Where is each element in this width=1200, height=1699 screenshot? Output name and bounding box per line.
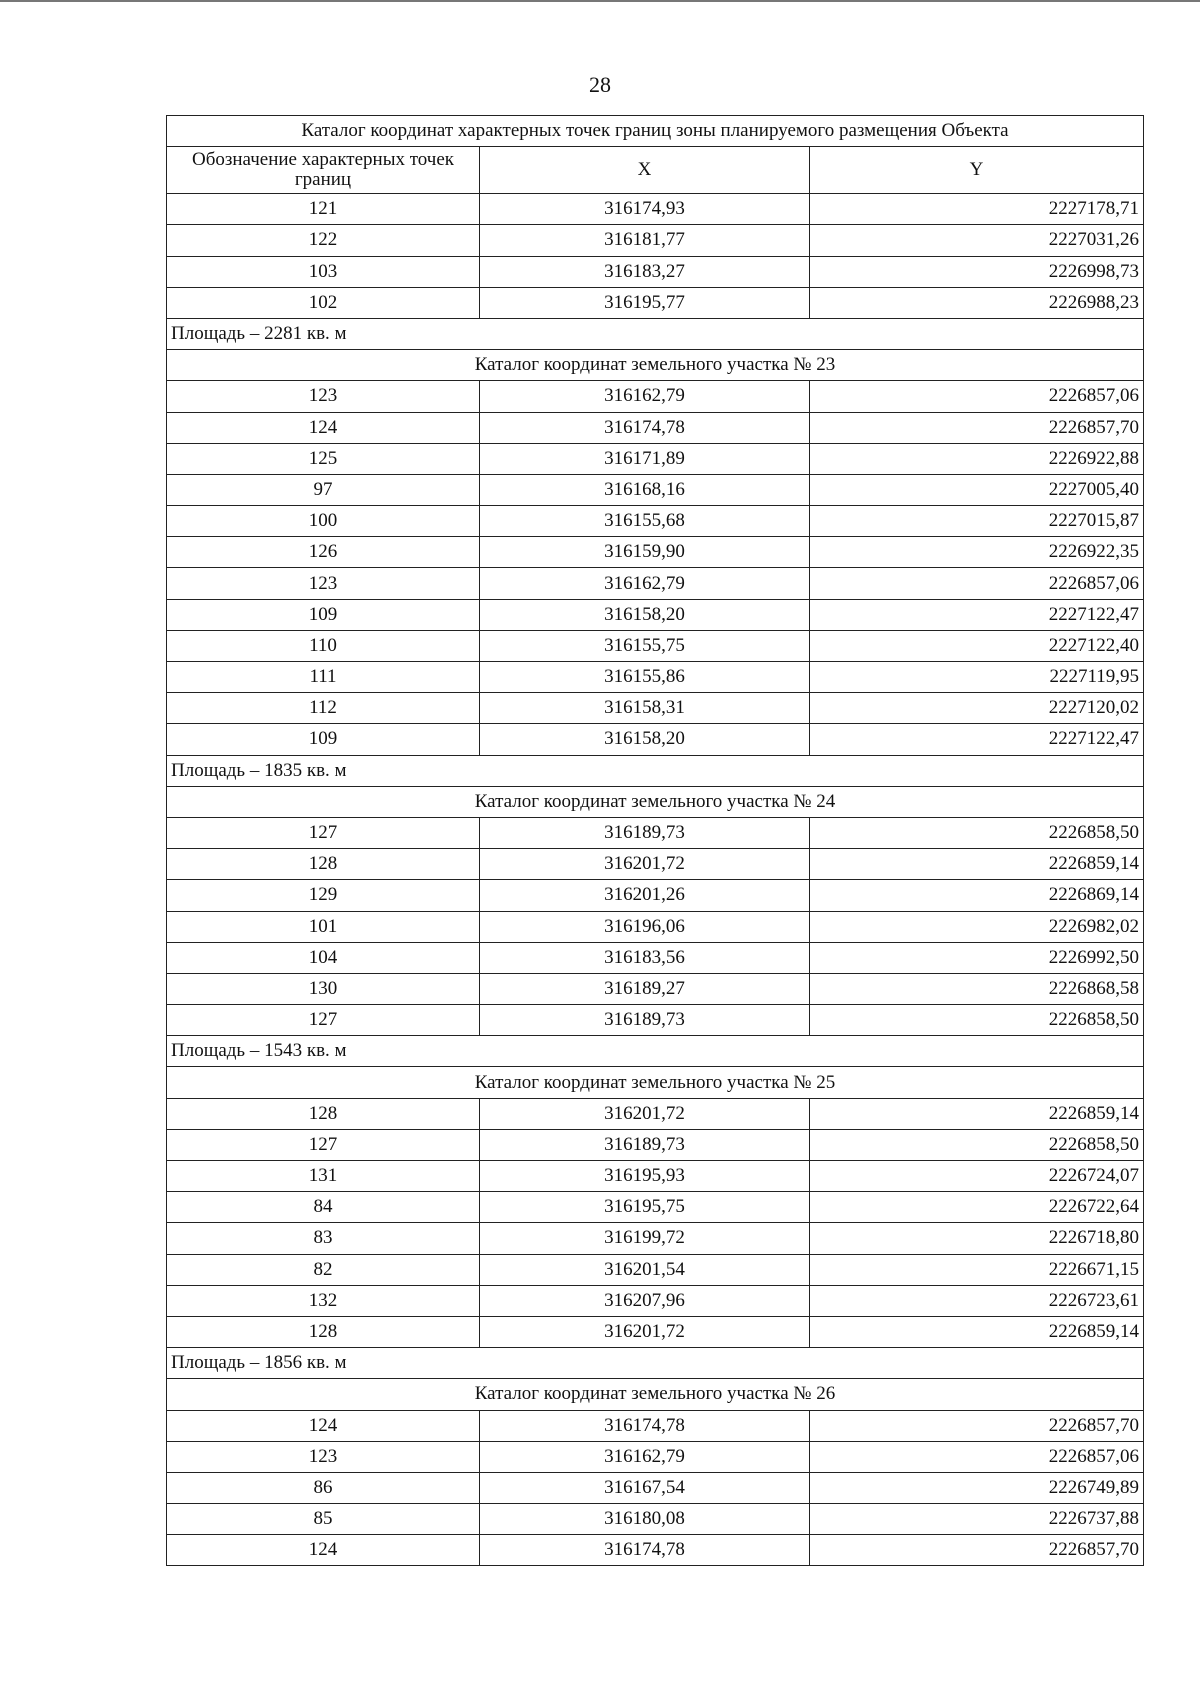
- y-coordinate-cell: 2227178,71: [810, 194, 1144, 225]
- y-coordinate-cell: 2226857,70: [810, 1410, 1144, 1441]
- point-id-cell: 123: [167, 1441, 480, 1472]
- x-coordinate-cell: 316162,79: [480, 1441, 810, 1472]
- table-row: [167, 973, 1144, 1004]
- y-coordinate-cell: 2226859,14: [810, 1316, 1144, 1347]
- section-heading-row: [167, 350, 1144, 381]
- table-row: [167, 911, 1144, 942]
- y-coordinate-cell: 2226749,89: [810, 1472, 1144, 1503]
- point-id-cell: 103: [167, 256, 480, 287]
- area-cell: Площадь – 1835 кв. м: [167, 755, 1144, 786]
- table-row: [167, 1316, 1144, 1347]
- x-coordinate-cell: 316199,72: [480, 1223, 810, 1254]
- y-coordinate-cell: 2226922,35: [810, 537, 1144, 568]
- column-header-row: [167, 147, 1144, 194]
- point-id-cell: 104: [167, 942, 480, 973]
- x-coordinate-cell: 316174,93: [480, 194, 810, 225]
- point-id-cell: 132: [167, 1285, 480, 1316]
- table-row: [167, 506, 1144, 537]
- y-coordinate-cell: 2227120,02: [810, 693, 1144, 724]
- y-coordinate-cell: 2226724,07: [810, 1161, 1144, 1192]
- y-coordinate-cell: 2226859,14: [810, 1098, 1144, 1129]
- area-row: [167, 1036, 1144, 1067]
- area-cell: Площадь – 2281 кв. м: [167, 318, 1144, 349]
- point-id-cell: 123: [167, 568, 480, 599]
- point-id-cell: 130: [167, 973, 480, 1004]
- section-heading: Каталог координат земельного участка № 26: [167, 1379, 1144, 1410]
- x-coordinate-cell: 316162,79: [480, 568, 810, 599]
- y-coordinate-cell: 2226922,88: [810, 443, 1144, 474]
- y-coordinate-cell: 2226988,23: [810, 287, 1144, 318]
- section-heading: Каталог координат характерных точек границ зоны планируемого размещения Объекта: [167, 116, 1144, 147]
- area-cell: Площадь – 1543 кв. м: [167, 1036, 1144, 1067]
- table-row: [167, 1441, 1144, 1472]
- section-heading: Каталог координат земельного участка № 24: [167, 786, 1144, 817]
- point-id-cell: 101: [167, 911, 480, 942]
- point-id-cell: 82: [167, 1254, 480, 1285]
- table-row: [167, 1161, 1144, 1192]
- y-coordinate-cell: 2226671,15: [810, 1254, 1144, 1285]
- section-heading-row: [167, 116, 1144, 147]
- x-coordinate-cell: 316195,75: [480, 1192, 810, 1223]
- catalog-body: [167, 116, 1144, 1566]
- x-coordinate-cell: 316162,79: [480, 381, 810, 412]
- point-id-cell: 85: [167, 1504, 480, 1535]
- table-row: [167, 1285, 1144, 1316]
- table-row: [167, 1192, 1144, 1223]
- area-row: [167, 1348, 1144, 1379]
- y-coordinate-cell: 2226857,70: [810, 1535, 1144, 1566]
- x-coordinate-cell: 316183,27: [480, 256, 810, 287]
- x-coordinate-cell: 316189,73: [480, 817, 810, 848]
- x-coordinate-cell: 316207,96: [480, 1285, 810, 1316]
- x-coordinate-cell: 316174,78: [480, 412, 810, 443]
- table-row: [167, 724, 1144, 755]
- point-id-cell: 127: [167, 1005, 480, 1036]
- y-coordinate-cell: 2227015,87: [810, 506, 1144, 537]
- x-coordinate-cell: 316167,54: [480, 1472, 810, 1503]
- point-id-cell: 125: [167, 443, 480, 474]
- table-row: [167, 1098, 1144, 1129]
- y-coordinate-cell: 2226858,50: [810, 1129, 1144, 1160]
- point-id-cell: 127: [167, 817, 480, 848]
- y-coordinate-cell: 2226992,50: [810, 942, 1144, 973]
- y-coordinate-cell: 2226868,58: [810, 973, 1144, 1004]
- point-id-cell: 122: [167, 225, 480, 256]
- point-id-cell: 129: [167, 880, 480, 911]
- section-heading-row: [167, 1067, 1144, 1098]
- x-coordinate-cell: 316155,75: [480, 630, 810, 661]
- y-coordinate-cell: 2226857,06: [810, 381, 1144, 412]
- point-id-cell: 100: [167, 506, 480, 537]
- y-coordinate-cell: 2226857,06: [810, 1441, 1144, 1472]
- y-coordinate-cell: 2226859,14: [810, 849, 1144, 880]
- y-coordinate-cell: 2226737,88: [810, 1504, 1144, 1535]
- table-row: [167, 537, 1144, 568]
- table-row: [167, 1535, 1144, 1566]
- section-heading-row: [167, 1379, 1144, 1410]
- table-row: [167, 194, 1144, 225]
- section-heading: Каталог координат земельного участка № 23: [167, 350, 1144, 381]
- y-coordinate-cell: 2227122,47: [810, 724, 1144, 755]
- x-coordinate-cell: 316158,31: [480, 693, 810, 724]
- point-id-cell: 124: [167, 1535, 480, 1566]
- y-coordinate-cell: 2226857,06: [810, 568, 1144, 599]
- table-row: [167, 693, 1144, 724]
- column-header-designation: Обозначение характерных точек границ: [167, 147, 480, 194]
- x-coordinate-cell: 316183,56: [480, 942, 810, 973]
- y-coordinate-cell: 2226857,70: [810, 412, 1144, 443]
- y-coordinate-cell: 2226718,80: [810, 1223, 1144, 1254]
- x-coordinate-cell: 316189,73: [480, 1005, 810, 1036]
- point-id-cell: 97: [167, 474, 480, 505]
- point-id-cell: 128: [167, 849, 480, 880]
- y-coordinate-cell: 2226982,02: [810, 911, 1144, 942]
- point-id-cell: 123: [167, 381, 480, 412]
- x-coordinate-cell: 316201,26: [480, 880, 810, 911]
- x-coordinate-cell: 316195,77: [480, 287, 810, 318]
- x-coordinate-cell: 316201,72: [480, 849, 810, 880]
- point-id-cell: 131: [167, 1161, 480, 1192]
- y-coordinate-cell: 2227119,95: [810, 662, 1144, 693]
- point-id-cell: 83: [167, 1223, 480, 1254]
- x-coordinate-cell: 316155,68: [480, 506, 810, 537]
- y-coordinate-cell: 2227122,47: [810, 599, 1144, 630]
- section-heading-row: [167, 786, 1144, 817]
- table-row: [167, 412, 1144, 443]
- point-id-cell: 128: [167, 1098, 480, 1129]
- table-row: [167, 630, 1144, 661]
- y-coordinate-cell: 2227122,40: [810, 630, 1144, 661]
- x-coordinate-cell: 316195,93: [480, 1161, 810, 1192]
- table-row: [167, 1472, 1144, 1503]
- table-row: [167, 817, 1144, 848]
- point-id-cell: 110: [167, 630, 480, 661]
- table-row: [167, 849, 1144, 880]
- table-row: [167, 443, 1144, 474]
- table-row: [167, 1005, 1144, 1036]
- table-row: [167, 1410, 1144, 1441]
- table-row: [167, 1223, 1144, 1254]
- page-number: 28: [589, 72, 611, 97]
- table-row: [167, 942, 1144, 973]
- column-header-y: Y: [810, 147, 1144, 194]
- table-row: [167, 287, 1144, 318]
- x-coordinate-cell: 316158,20: [480, 599, 810, 630]
- point-id-cell: 109: [167, 724, 480, 755]
- y-coordinate-cell: 2226998,73: [810, 256, 1144, 287]
- area-row: [167, 318, 1144, 349]
- coordinates-catalog-table: [166, 115, 1144, 1566]
- table-row: [167, 880, 1144, 911]
- point-id-cell: 86: [167, 1472, 480, 1503]
- table-row: [167, 256, 1144, 287]
- x-coordinate-cell: 316201,72: [480, 1316, 810, 1347]
- area-cell: Площадь – 1856 кв. м: [167, 1348, 1144, 1379]
- point-id-cell: 128: [167, 1316, 480, 1347]
- section-heading: Каталог координат земельного участка № 25: [167, 1067, 1144, 1098]
- y-coordinate-cell: 2227005,40: [810, 474, 1144, 505]
- y-coordinate-cell: 2226858,50: [810, 817, 1144, 848]
- point-id-cell: 124: [167, 1410, 480, 1441]
- point-id-cell: 121: [167, 194, 480, 225]
- x-coordinate-cell: 316189,27: [480, 973, 810, 1004]
- point-id-cell: 112: [167, 693, 480, 724]
- x-coordinate-cell: 316159,90: [480, 537, 810, 568]
- point-id-cell: 126: [167, 537, 480, 568]
- x-coordinate-cell: 316174,78: [480, 1535, 810, 1566]
- column-header-x: X: [480, 147, 810, 194]
- table-row: [167, 474, 1144, 505]
- point-id-cell: 127: [167, 1129, 480, 1160]
- table-row: [167, 568, 1144, 599]
- top-border-line: [0, 0, 1200, 2]
- point-id-cell: 102: [167, 287, 480, 318]
- x-coordinate-cell: 316155,86: [480, 662, 810, 693]
- y-coordinate-cell: 2227031,26: [810, 225, 1144, 256]
- y-coordinate-cell: 2226723,61: [810, 1285, 1144, 1316]
- table-row: [167, 662, 1144, 693]
- y-coordinate-cell: 2226869,14: [810, 880, 1144, 911]
- y-coordinate-cell: 2226858,50: [810, 1005, 1144, 1036]
- x-coordinate-cell: 316168,16: [480, 474, 810, 505]
- point-id-cell: 124: [167, 412, 480, 443]
- table-row: [167, 599, 1144, 630]
- x-coordinate-cell: 316201,54: [480, 1254, 810, 1285]
- x-coordinate-cell: 316171,89: [480, 443, 810, 474]
- x-coordinate-cell: 316174,78: [480, 1410, 810, 1441]
- table-row: [167, 225, 1144, 256]
- point-id-cell: 111: [167, 662, 480, 693]
- point-id-cell: 109: [167, 599, 480, 630]
- x-coordinate-cell: 316180,08: [480, 1504, 810, 1535]
- table-row: [167, 381, 1144, 412]
- table-row: [167, 1504, 1144, 1535]
- table-row: [167, 1129, 1144, 1160]
- point-id-cell: 84: [167, 1192, 480, 1223]
- x-coordinate-cell: 316189,73: [480, 1129, 810, 1160]
- x-coordinate-cell: 316181,77: [480, 225, 810, 256]
- table-row: [167, 1254, 1144, 1285]
- x-coordinate-cell: 316201,72: [480, 1098, 810, 1129]
- area-row: [167, 755, 1144, 786]
- y-coordinate-cell: 2226722,64: [810, 1192, 1144, 1223]
- x-coordinate-cell: 316196,06: [480, 911, 810, 942]
- x-coordinate-cell: 316158,20: [480, 724, 810, 755]
